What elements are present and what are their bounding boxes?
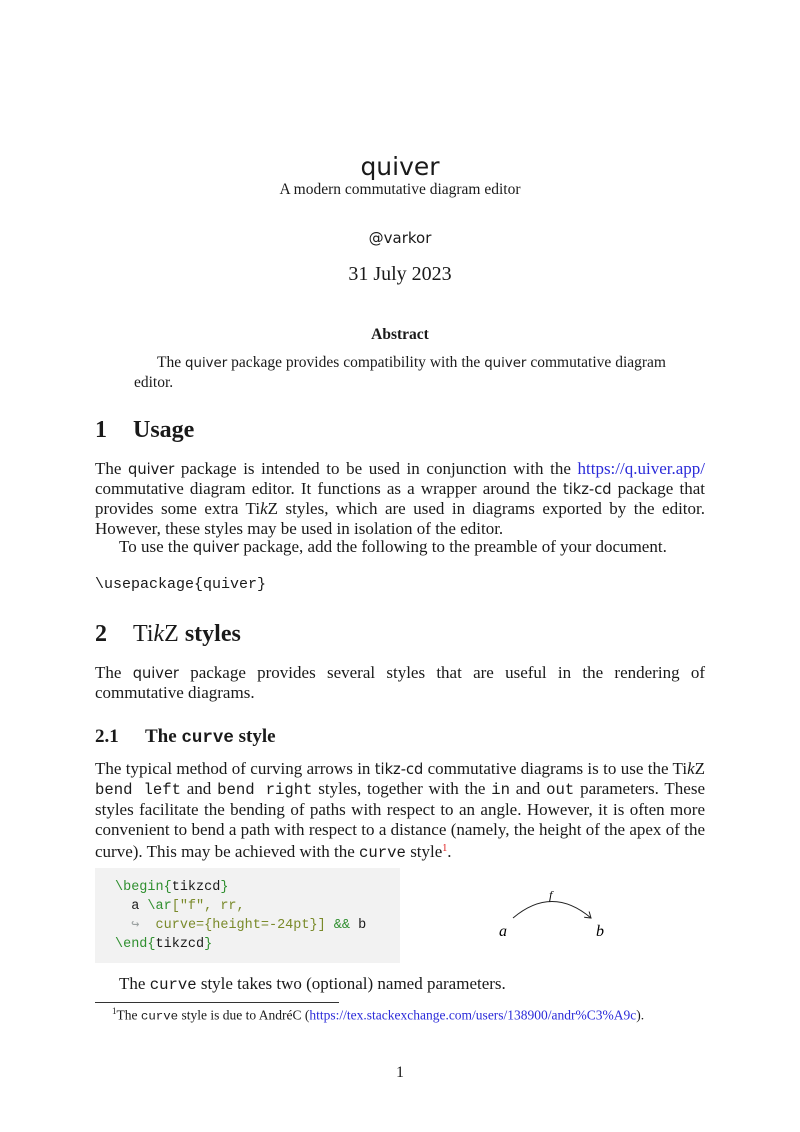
text: package provides compatibility with the	[227, 354, 485, 371]
text: Z	[694, 759, 705, 778]
package-name: quiver	[128, 461, 175, 478]
usage-paragraph-2	[95, 537, 705, 557]
text: k	[153, 621, 165, 647]
usepackage-code: \usepackage{quiver}	[95, 576, 267, 593]
commutative-diagram	[490, 880, 620, 950]
code-term: curve	[359, 843, 406, 862]
line-continuation-icon: ↪	[115, 918, 156, 933]
text: commutative diagram editor.	[134, 354, 666, 392]
document-date: 31 July 2023	[348, 263, 452, 285]
section-number: 1	[95, 417, 107, 443]
document-subtitle: A modern commutative diagram editor	[279, 181, 521, 198]
section-heading-tikz-styles	[95, 621, 241, 648]
section-title: Usage	[133, 417, 195, 443]
text: .	[447, 841, 452, 861]
abstract-heading: Abstract	[371, 326, 429, 343]
code-term: bend right	[217, 781, 313, 800]
code-keyword: \ar	[147, 899, 172, 914]
text: The	[116, 1007, 141, 1023]
text: The	[119, 974, 150, 993]
subsection-heading-curve-style	[95, 726, 276, 748]
section-number: 2	[95, 621, 107, 647]
text: style takes two (optional) named parameters.	[196, 974, 506, 993]
text: parameters. These styles facilitate the bending of paths with respect to an angle. However, it is often more convenient to bend a path with respect to a distance (namely, the height of the apex of the curve). This may be achieved with the	[95, 779, 705, 861]
package-name: quiver	[132, 665, 179, 682]
text: commutative diagrams is to use the Ti	[423, 759, 688, 778]
code-token: a	[115, 899, 148, 914]
code-token: tikzcd	[171, 880, 221, 895]
subsection-number: 2.1	[95, 726, 119, 747]
text: k	[687, 759, 695, 778]
package-name: quiver	[185, 356, 228, 371]
text: Ti	[133, 621, 154, 647]
text: package provides several styles that are useful in the rendering of commutative diagrams.	[95, 663, 705, 703]
package-name: tikz-cd	[374, 761, 424, 778]
code-term: out	[546, 781, 575, 800]
text: package that provides some extra Ti	[95, 479, 705, 519]
package-name: quiver	[192, 539, 240, 556]
footnote-divider	[95, 1002, 339, 1003]
code-token: tikzcd	[155, 937, 205, 952]
code-token: }	[220, 880, 229, 895]
text: k	[260, 499, 268, 519]
code-token: }	[204, 937, 213, 952]
text: The	[157, 354, 186, 371]
code-term: curve	[140, 1009, 179, 1024]
text: The	[95, 663, 133, 682]
tikz-styles-paragraph	[95, 663, 705, 702]
footnote-mark: 1	[112, 1006, 117, 1016]
usage-paragraph-1	[95, 459, 705, 538]
code-block	[95, 868, 400, 963]
text: The	[145, 726, 182, 747]
text: package, add the following to the preamble of your document.	[239, 537, 667, 556]
code-term: curve	[149, 976, 197, 994]
text: The	[95, 459, 129, 478]
text: style is due to AndréC (	[178, 1007, 310, 1023]
package-name: tikz-cd	[563, 481, 612, 499]
curve-parameters-paragraph	[95, 974, 705, 995]
quiver-app-link[interactable]: https://q.uiver.app/	[577, 459, 705, 478]
text: styles, together with the	[312, 779, 492, 799]
footnote	[95, 1006, 715, 1024]
code-token: {	[147, 937, 156, 952]
text: ).	[636, 1007, 645, 1023]
document-author: @varkor	[368, 229, 432, 247]
text: commutative diagram editor. It functions as a wrapper around the	[95, 479, 563, 499]
code-listing	[115, 878, 366, 954]
document-title: quiver	[360, 152, 440, 181]
code-keyword: &&	[325, 918, 350, 933]
code-string: curve={height=-24pt}]	[155, 918, 326, 933]
text: Z	[164, 621, 179, 647]
text: The typical method of curving arrows in	[95, 759, 375, 778]
code-string: ["f", rr,	[171, 899, 245, 914]
code-token: b	[350, 918, 367, 933]
diagram-target-object: b	[596, 923, 604, 940]
section-heading-usage	[95, 417, 194, 444]
code-term: curve	[181, 728, 234, 748]
code-token: {	[163, 880, 172, 895]
text: style	[405, 841, 443, 861]
text: and	[180, 779, 218, 799]
code-keyword: \end	[115, 937, 148, 952]
text: package is intended to be used in conjunction with the	[174, 459, 578, 478]
text: and	[509, 779, 547, 799]
stackexchange-link[interactable]: https://tex.stackexchange.com/users/138900/andr%C3%A9c	[309, 1007, 637, 1023]
diagram-arrow-label: f	[549, 888, 553, 902]
page-number: 1	[396, 1064, 404, 1081]
footnote-reference[interactable]: 1	[442, 842, 448, 854]
diagram-source-object: a	[499, 923, 507, 940]
curved-arrow	[513, 902, 591, 919]
abstract-body	[134, 353, 666, 392]
text: style	[233, 726, 276, 747]
text: Z styles, which are used in diagrams exported by the editor. However, these styles may be used in isolation of the editor.	[95, 499, 706, 538]
code-term: bend left	[95, 781, 181, 800]
text: To use the	[119, 537, 193, 556]
code-term: in	[491, 781, 510, 800]
curve-style-paragraph	[95, 759, 705, 863]
package-name: quiver	[484, 356, 527, 371]
text: styles	[178, 621, 241, 647]
code-keyword: \begin	[115, 880, 164, 895]
